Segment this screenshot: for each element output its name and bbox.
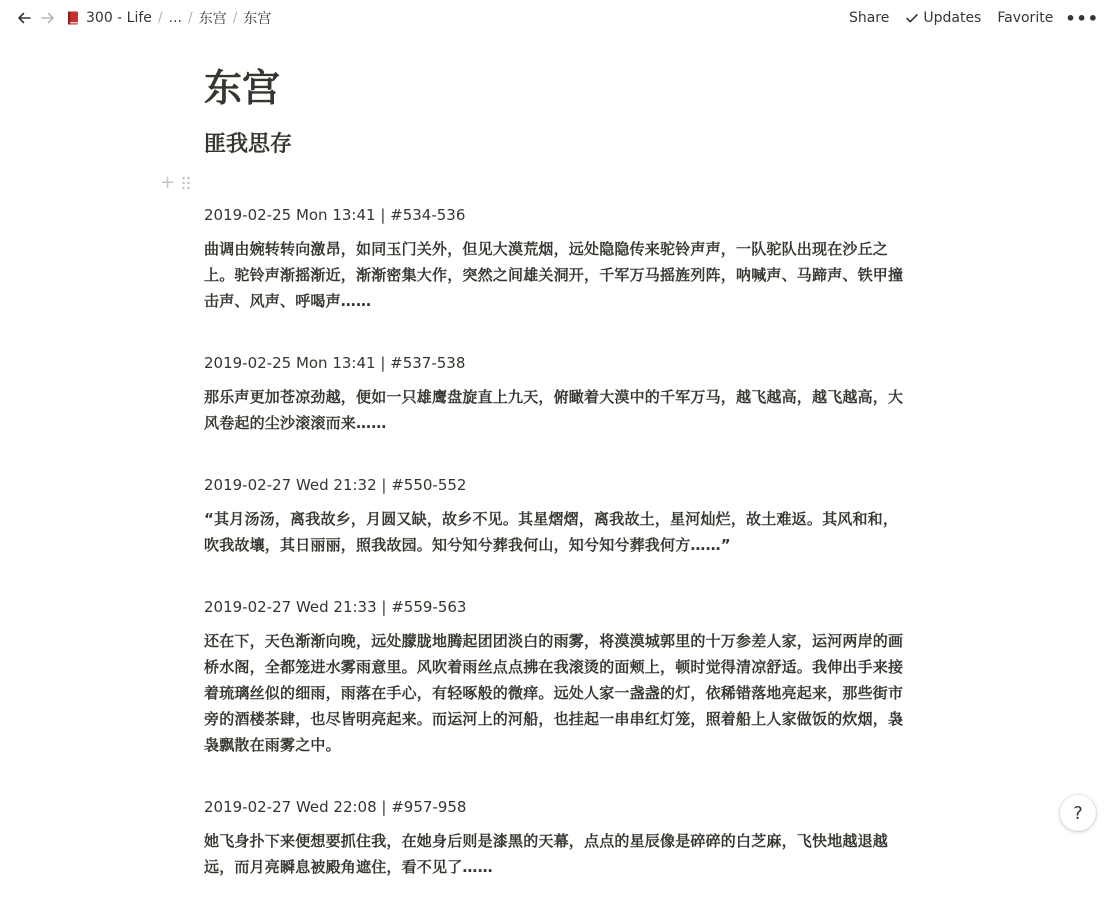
entry-meta[interactable]: 2019-02-27 Wed 22:08 | #957-958 [204, 798, 467, 816]
breadcrumb-separator: / [157, 10, 163, 26]
add-block-icon[interactable]: + [160, 172, 176, 193]
breadcrumb-life[interactable] [60, 8, 157, 28]
highlight-list [204, 204, 910, 918]
arrow-right-icon [40, 10, 56, 26]
list-item [204, 796, 910, 880]
entry-text[interactable]: “其月汤汤，离我故乡，月圆又缺，故乡不见。其星熠熠，离我故土，星河灿烂，故土难返。其风和和，吹我故壤，其日丽丽，照我故园。知兮知兮葬我何山，知兮知兮葬我何方……” [204, 510, 899, 554]
breadcrumb-donggong-current[interactable]: 东宫 [243, 11, 272, 27]
updates-button[interactable] [897, 7, 989, 29]
topbar [0, 0, 1113, 36]
back-button[interactable] [12, 6, 36, 30]
entry-meta[interactable]: 2019-02-27 Wed 21:32 | #550-552 [204, 476, 467, 494]
drag-handle-icon[interactable] [181, 175, 191, 191]
favorite-button[interactable]: Favorite [997, 10, 1054, 26]
check-icon [905, 11, 919, 25]
list-item [204, 204, 910, 314]
page-title[interactable]: 东宫 [204, 66, 281, 110]
breadcrumb-separator: / [232, 10, 238, 26]
entry-text[interactable]: 那乐声更加苍凉劲越，便如一只雄鹰盘旋直上九天，俯瞰着大漠中的千军万马，越飞越高，越飞越高，大风卷起的尘沙滚滚而来…… [204, 388, 904, 432]
more-options-icon[interactable]: ••• [1065, 8, 1099, 28]
list-item [204, 474, 910, 558]
forward-button[interactable] [36, 6, 60, 30]
entry-text[interactable]: 曲调由婉转转向激昂，如同玉门关外，但见大漠荒烟，远处隐隐传来驼铃声声，一队驼队出现在沙丘之上。驼铃声渐摇渐近，渐渐密集大作，突然之间雄关洞开，千军万马摇旌列阵，呐喊声、马蹄声、铁甲撞击声、风声、呼喝声…… [204, 240, 904, 310]
share-button[interactable]: Share [848, 10, 890, 26]
entry-text[interactable]: 她飞身扑下来便想要抓住我，在她身后则是漆黑的天幕，点点的星辰像是碎碎的白芝麻，飞快地越退越远，而月亮瞬息被殿角遮住，看不见了…… [204, 832, 889, 876]
updates-label: Updates [923, 10, 982, 26]
breadcrumb-label: 300 - Life [86, 10, 152, 26]
arrow-left-icon [16, 10, 32, 26]
breadcrumb-donggong-parent[interactable]: 东宫 [198, 11, 227, 27]
entry-meta[interactable]: 2019-02-25 Mon 13:41 | #537-538 [204, 354, 466, 372]
list-item [204, 352, 910, 436]
block-handle [160, 174, 191, 192]
help-button[interactable]: ? [1060, 795, 1096, 831]
list-item [204, 596, 910, 758]
entry-meta[interactable]: 2019-02-27 Wed 21:33 | #559-563 [204, 598, 467, 616]
entry-text[interactable]: 还在下，天色渐渐向晚，远处朦胧地腾起团团淡白的雨雾，将漠漠城郭里的十万参差人家，运河两岸的画桥水阁，全都笼进水雾雨意里。风吹着雨丝点点拂在我滚烫的面颊上，顿时觉得清凉舒适。我伸出手来接着琉璃丝似的细雨，雨落在手心，有轻啄般的微痒。远处人家一盏盏的灯，依稀错落地亮起来，那些街市旁的酒楼茶肆，也尽皆明亮起来。而运河上的河船，也挂起一串串红灯笼，照着船上人家做饭的炊烟，袅袅飘散在雨雾之中。 [204, 632, 904, 754]
topbar-right [841, 7, 1103, 29]
topbar-left [12, 6, 276, 30]
breadcrumb-separator: / [187, 10, 193, 26]
red-book-icon [65, 10, 81, 26]
page-content [160, 64, 910, 876]
breadcrumb-ellipsis[interactable]: ... [168, 10, 182, 26]
page-subtitle[interactable]: 匪我思存 [204, 132, 293, 157]
entry-meta[interactable]: 2019-02-25 Mon 13:41 | #534-536 [204, 206, 466, 224]
